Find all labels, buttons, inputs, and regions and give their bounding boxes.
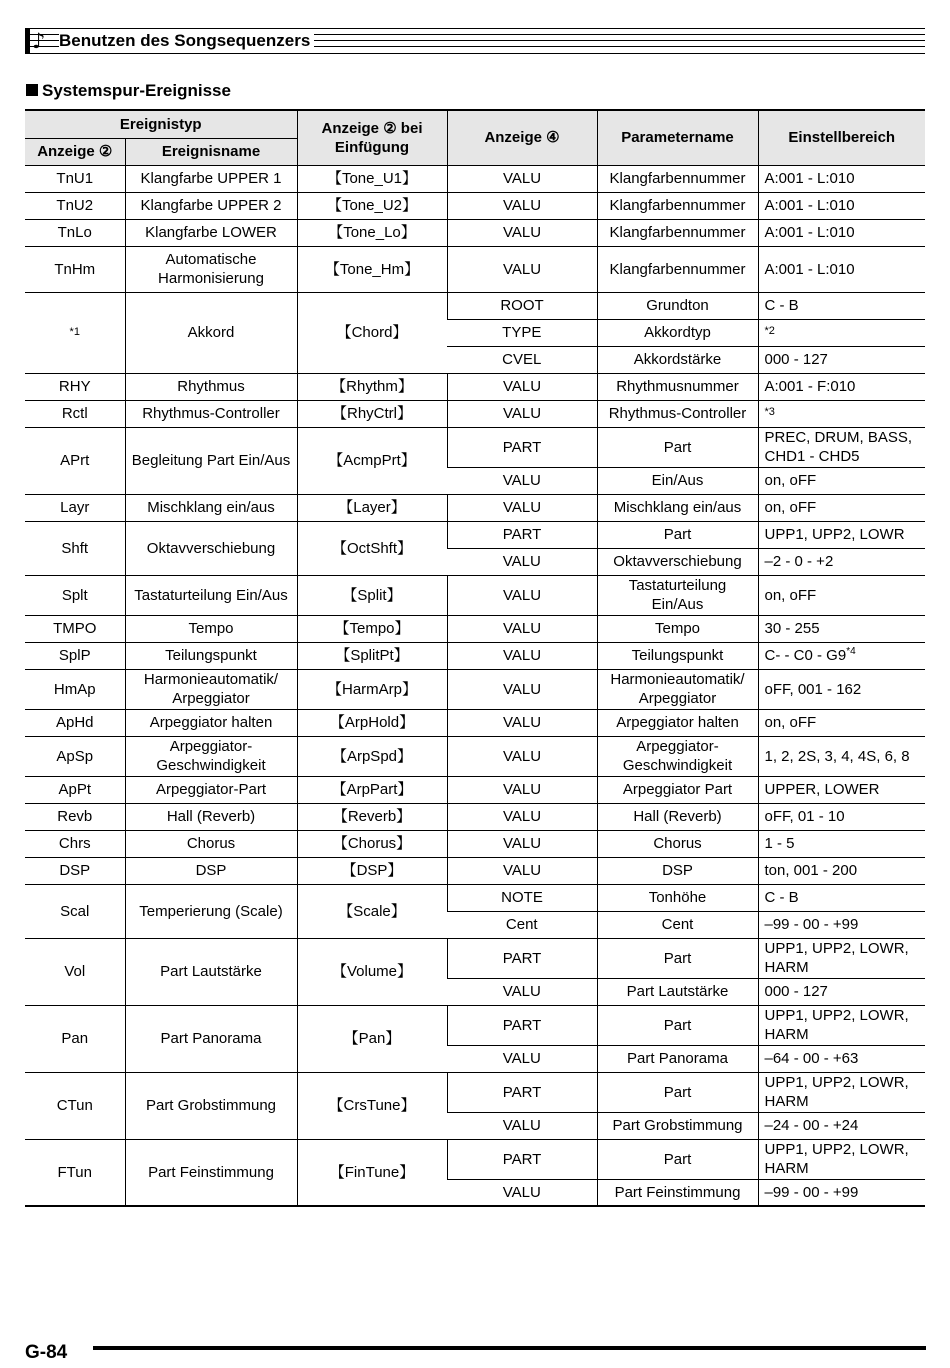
cell-einfuegung: 【AcmpPrt】 [297,427,447,494]
cell-ereignisname: Begleitung Part Ein/Aus [125,427,297,494]
cell-einfuegung: 【OctShft】 [297,521,447,575]
cell-einstellbereich: A:001 - L:010 [758,165,925,192]
cell-einstellbereich: *3 [758,400,925,427]
cell-anzeige4: VALU [447,736,597,776]
cell-ereignisname: Klangfarbe UPPER 2 [125,192,297,219]
cell-einstellbereich: on, oFF [758,575,925,615]
cell-einstellbereich: –99 - 00 - +99 [758,911,925,938]
cell-anzeige4: VALU [447,669,597,709]
cell-anzeige4: ROOT [447,292,597,319]
cell-einfuegung: 【CrsTune】 [297,1072,447,1139]
cell-einfuegung: 【Split】 [297,575,447,615]
cell-ereignisname: Temperierung (Scale) [125,884,297,938]
cell-einstellbereich: C - B [758,884,925,911]
cell-parametername: Tonhöhe [597,884,758,911]
cell-parametername: Part Grobstimmung [597,1112,758,1139]
cell-einstellbereich: –99 - 00 - +99 [758,1179,925,1206]
cell-anzeige4: Cent [447,911,597,938]
table-row [25,709,925,736]
table-row [25,938,925,978]
cell-parametername: DSP [597,857,758,884]
cell-anzeige4: VALU [447,709,597,736]
cell-parametername: Klangfarbennummer [597,192,758,219]
cell-anzeige2: TnLo [25,219,125,246]
cell-ereignisname: Tempo [125,615,297,642]
cell-anzeige4: VALU [447,615,597,642]
cell-anzeige2: Chrs [25,830,125,857]
cell-parametername: Part [597,1072,758,1112]
staff-line [30,28,925,29]
cell-anzeige4: NOTE [447,884,597,911]
cell-anzeige4: VALU [447,548,597,575]
cell-parametername: Hall (Reverb) [597,803,758,830]
cell-ereignisname: Automatische Harmonisierung [125,246,297,292]
cell-einstellbereich: on, oFF [758,467,925,494]
cell-anzeige2: ApPt [25,776,125,803]
cell-ereignisname: Arpeggiator-Part [125,776,297,803]
cell-parametername: Ein/Aus [597,467,758,494]
cell-einstellbereich: UPP1, UPP2, LOWR [758,521,925,548]
cell-anzeige2: CTun [25,1072,125,1139]
cell-ereignisname: Tastaturteilung Ein/Aus [125,575,297,615]
cell-ereignisname: Rhythmus-Controller [125,400,297,427]
cell-parametername: Klangfarbennummer [597,246,758,292]
cell-anzeige2: APrt [25,427,125,494]
cell-einstellbereich: ton, 001 - 200 [758,857,925,884]
cell-einstellbereich: PREC, DRUM, BASS, CHD1 - CHD5 [758,427,925,467]
header-anzeige4: Anzeige ④ [447,110,597,165]
cell-anzeige2: Revb [25,803,125,830]
cell-ereignisname: Akkord [125,292,297,373]
cell-parametername: Harmonieautomatik/ Arpeggiator [597,669,758,709]
cell-anzeige2: *1 [25,292,125,373]
table-row [25,575,925,615]
cell-parametername: Teilungspunkt [597,642,758,669]
events-table [25,109,925,1207]
table-row [25,165,925,192]
cell-einfuegung: 【DSP】 [297,857,447,884]
table-row [25,400,925,427]
cell-einfuegung: 【FinTune】 [297,1139,447,1206]
cell-parametername: Arpeggiator halten [597,709,758,736]
cell-ereignisname: Teilungspunkt [125,642,297,669]
cell-anzeige2: Pan [25,1005,125,1072]
cell-einfuegung: 【Reverb】 [297,803,447,830]
staff-line [30,53,925,54]
cell-parametername: Arpeggiator Part [597,776,758,803]
cell-parametername: Part Lautstärke [597,978,758,1005]
cell-parametername: Part Panorama [597,1045,758,1072]
cell-ereignisname: Arpeggiator halten [125,709,297,736]
cell-anzeige2: RHY [25,373,125,400]
cell-parametername: Cent [597,911,758,938]
cell-parametername: Klangfarbennummer [597,165,758,192]
cell-parametername: Part [597,427,758,467]
cell-anzeige2: Layr [25,494,125,521]
cell-ereignisname: Part Lautstärke [125,938,297,1005]
cell-einstellbereich: on, oFF [758,494,925,521]
cell-anzeige4: VALU [447,978,597,1005]
cell-anzeige4: VALU [447,1112,597,1139]
cell-parametername: Mischklang ein/aus [597,494,758,521]
cell-einfuegung: 【ArpSpd】 [297,736,447,776]
cell-parametername: Part [597,1139,758,1179]
cell-einstellbereich: A:001 - L:010 [758,246,925,292]
table-row [25,1139,925,1179]
cell-ereignisname: Mischklang ein/aus [125,494,297,521]
cell-einfuegung: 【SplitPt】 [297,642,447,669]
cell-einfuegung: 【ArpPart】 [297,776,447,803]
cell-anzeige4: PART [447,1072,597,1112]
cell-anzeige2: TMPO [25,615,125,642]
cell-einfuegung: 【ArpHold】 [297,709,447,736]
cell-einfuegung: 【Tone_U1】 [297,165,447,192]
cell-ereignisname: Arpeggiator- Geschwindigkeit [125,736,297,776]
cell-anzeige2: SplP [25,642,125,669]
cell-einstellbereich: UPP1, UPP2, LOWR, HARM [758,1072,925,1112]
cell-einfuegung: 【Tone_U2】 [297,192,447,219]
cell-anzeige4: VALU [447,165,597,192]
cell-anzeige4: PART [447,938,597,978]
cell-anzeige2: TnU1 [25,165,125,192]
cell-ereignisname: Part Grobstimmung [125,1072,297,1139]
cell-parametername: Akkordtyp [597,319,758,346]
page-header [25,28,925,54]
cell-ereignisname: Oktavverschiebung [125,521,297,575]
table-row [25,373,925,400]
cell-einfuegung: 【HarmArp】 [297,669,447,709]
cell-anzeige2: Splt [25,575,125,615]
cell-anzeige2: FTun [25,1139,125,1206]
cell-anzeige4: VALU [447,1179,597,1206]
music-note-icon: ♪ [32,29,46,53]
cell-einstellbereich: oFF, 01 - 10 [758,803,925,830]
cell-anzeige2: Scal [25,884,125,938]
cell-parametername: Rhythmus-Controller [597,400,758,427]
square-bullet-icon [26,84,38,96]
cell-einstellbereich: 1 - 5 [758,830,925,857]
cell-anzeige4: VALU [447,246,597,292]
cell-anzeige4: VALU [447,830,597,857]
cell-ereignisname: Chorus [125,830,297,857]
cell-einstellbereich: *2 [758,319,925,346]
cell-parametername: Part Feinstimmung [597,1179,758,1206]
table-row [25,857,925,884]
header-anzeige2-einfuegung: Anzeige ② bei Einfügung [297,110,447,165]
cell-einstellbereich: UPPER, LOWER [758,776,925,803]
table-row [25,803,925,830]
cell-anzeige4: VALU [447,803,597,830]
table-row [25,615,925,642]
cell-anzeige2: Shft [25,521,125,575]
cell-parametername: Grundton [597,292,758,319]
cell-anzeige2: Vol [25,938,125,1005]
cell-parametername: Tempo [597,615,758,642]
cell-anzeige4: VALU [447,494,597,521]
table-row [25,1005,925,1045]
table-row [25,830,925,857]
cell-einstellbereich: on, oFF [758,709,925,736]
cell-ereignisname: Klangfarbe LOWER [125,219,297,246]
section-title-text: Systemspur-Ereignisse [42,81,231,100]
cell-parametername: Rhythmusnummer [597,373,758,400]
cell-einfuegung: 【Tone_Hm】 [297,246,447,292]
cell-ereignisname: Part Panorama [125,1005,297,1072]
cell-einfuegung: 【Pan】 [297,1005,447,1072]
cell-anzeige4: PART [447,521,597,548]
cell-parametername: Part [597,521,758,548]
cell-anzeige4: VALU [447,1045,597,1072]
cell-parametername: Akkordstärke [597,346,758,373]
cell-einstellbereich: C- - C0 - G9$^{*4}$ [758,642,925,669]
cell-anzeige4: VALU [447,467,597,494]
header-parametername: Parametername [597,110,758,165]
cell-anzeige2: ApSp [25,736,125,776]
cell-anzeige4: VALU [447,400,597,427]
cell-parametername: Part [597,938,758,978]
cell-parametername: Chorus [597,830,758,857]
cell-anzeige2: ApHd [25,709,125,736]
cell-einstellbereich: 000 - 127 [758,346,925,373]
cell-einstellbereich: UPP1, UPP2, LOWR, HARM [758,1139,925,1179]
cell-einfuegung: 【Rhythm】 [297,373,447,400]
header-ereignisname: Ereignisname [125,138,297,165]
header-anzeige2: Anzeige ② [25,138,125,165]
cell-anzeige4: PART [447,427,597,467]
header-einstellbereich: Einstellbereich [758,110,925,165]
section-title [26,81,231,101]
table-row [25,494,925,521]
cell-einfuegung: 【Tempo】 [297,615,447,642]
cell-ereignisname: Rhythmus [125,373,297,400]
table-row [25,292,925,319]
header-ereignistyp: Ereignistyp [25,110,297,138]
cell-einfuegung: 【Tone_Lo】 [297,219,447,246]
table-row [25,884,925,911]
cell-einstellbereich: A:001 - F:010 [758,373,925,400]
table-row [25,669,925,709]
table-row [25,219,925,246]
cell-parametername: Oktavverschiebung [597,548,758,575]
cell-einstellbereich: –24 - 00 - +24 [758,1112,925,1139]
cell-anzeige4: VALU [447,373,597,400]
cell-ereignisname: Part Feinstimmung [125,1139,297,1206]
cell-einfuegung: 【Chorus】 [297,830,447,857]
table-body [25,165,925,1206]
cell-anzeige4: VALU [447,642,597,669]
cell-einfuegung: 【RhyCtrl】 [297,400,447,427]
cell-anzeige2: HmAp [25,669,125,709]
table-row [25,246,925,292]
table-row [25,192,925,219]
table-row [25,521,925,548]
table-row [25,776,925,803]
cell-anzeige4: PART [447,1139,597,1179]
cell-anzeige4: TYPE [447,319,597,346]
cell-einstellbereich: UPP1, UPP2, LOWR, HARM [758,1005,925,1045]
cell-einstellbereich: UPP1, UPP2, LOWR, HARM [758,938,925,978]
table-row [25,1072,925,1112]
cell-anzeige4: VALU [447,857,597,884]
cell-ereignisname: Harmonieautomatik/ Arpeggiator [125,669,297,709]
cell-parametername: Klangfarbennummer [597,219,758,246]
cell-anzeige4: VALU [447,219,597,246]
cell-anzeige4: VALU [447,575,597,615]
cell-anzeige4: VALU [447,776,597,803]
cell-anzeige2: DSP [25,857,125,884]
cell-einfuegung: 【Chord】 [297,292,447,373]
cell-einfuegung: 【Volume】 [297,938,447,1005]
cell-ereignisname: Hall (Reverb) [125,803,297,830]
cell-parametername: Arpeggiator- Geschwindigkeit [597,736,758,776]
cell-einstellbereich: –64 - 00 - +63 [758,1045,925,1072]
cell-einstellbereich: 1, 2, 2S, 3, 4, 4S, 6, 8 [758,736,925,776]
table-row [25,736,925,776]
header-left-bar [25,28,30,54]
cell-einstellbereich: A:001 - L:010 [758,192,925,219]
cell-anzeige4: CVEL [447,346,597,373]
cell-einfuegung: 【Layer】 [297,494,447,521]
table-row [25,427,925,467]
cell-anzeige4: VALU [447,192,597,219]
cell-anzeige2: TnHm [25,246,125,292]
footnote-marker: *4 [846,646,856,657]
cell-einstellbereich: C - B [758,292,925,319]
cell-einstellbereich: –2 - 0 - +2 [758,548,925,575]
cell-ereignisname: DSP [125,857,297,884]
cell-parametername: Tastaturteilung Ein/Aus [597,575,758,615]
cell-einstellbereich: oFF, 001 - 162 [758,669,925,709]
cell-einstellbereich: 000 - 127 [758,978,925,1005]
footer-rule [93,1346,926,1350]
cell-ereignisname: Klangfarbe UPPER 1 [125,165,297,192]
cell-einstellbereich: A:001 - L:010 [758,219,925,246]
cell-einstellbereich: 30 - 255 [758,615,925,642]
page-number: G-84 [25,1342,68,1363]
cell-anzeige2: Rctl [25,400,125,427]
cell-parametername: Part [597,1005,758,1045]
table-row [25,642,925,669]
header-title: Benutzen des Songsequenzers [59,31,314,51]
cell-anzeige4: PART [447,1005,597,1045]
cell-anzeige2: TnU2 [25,192,125,219]
cell-einfuegung: 【Scale】 [297,884,447,938]
